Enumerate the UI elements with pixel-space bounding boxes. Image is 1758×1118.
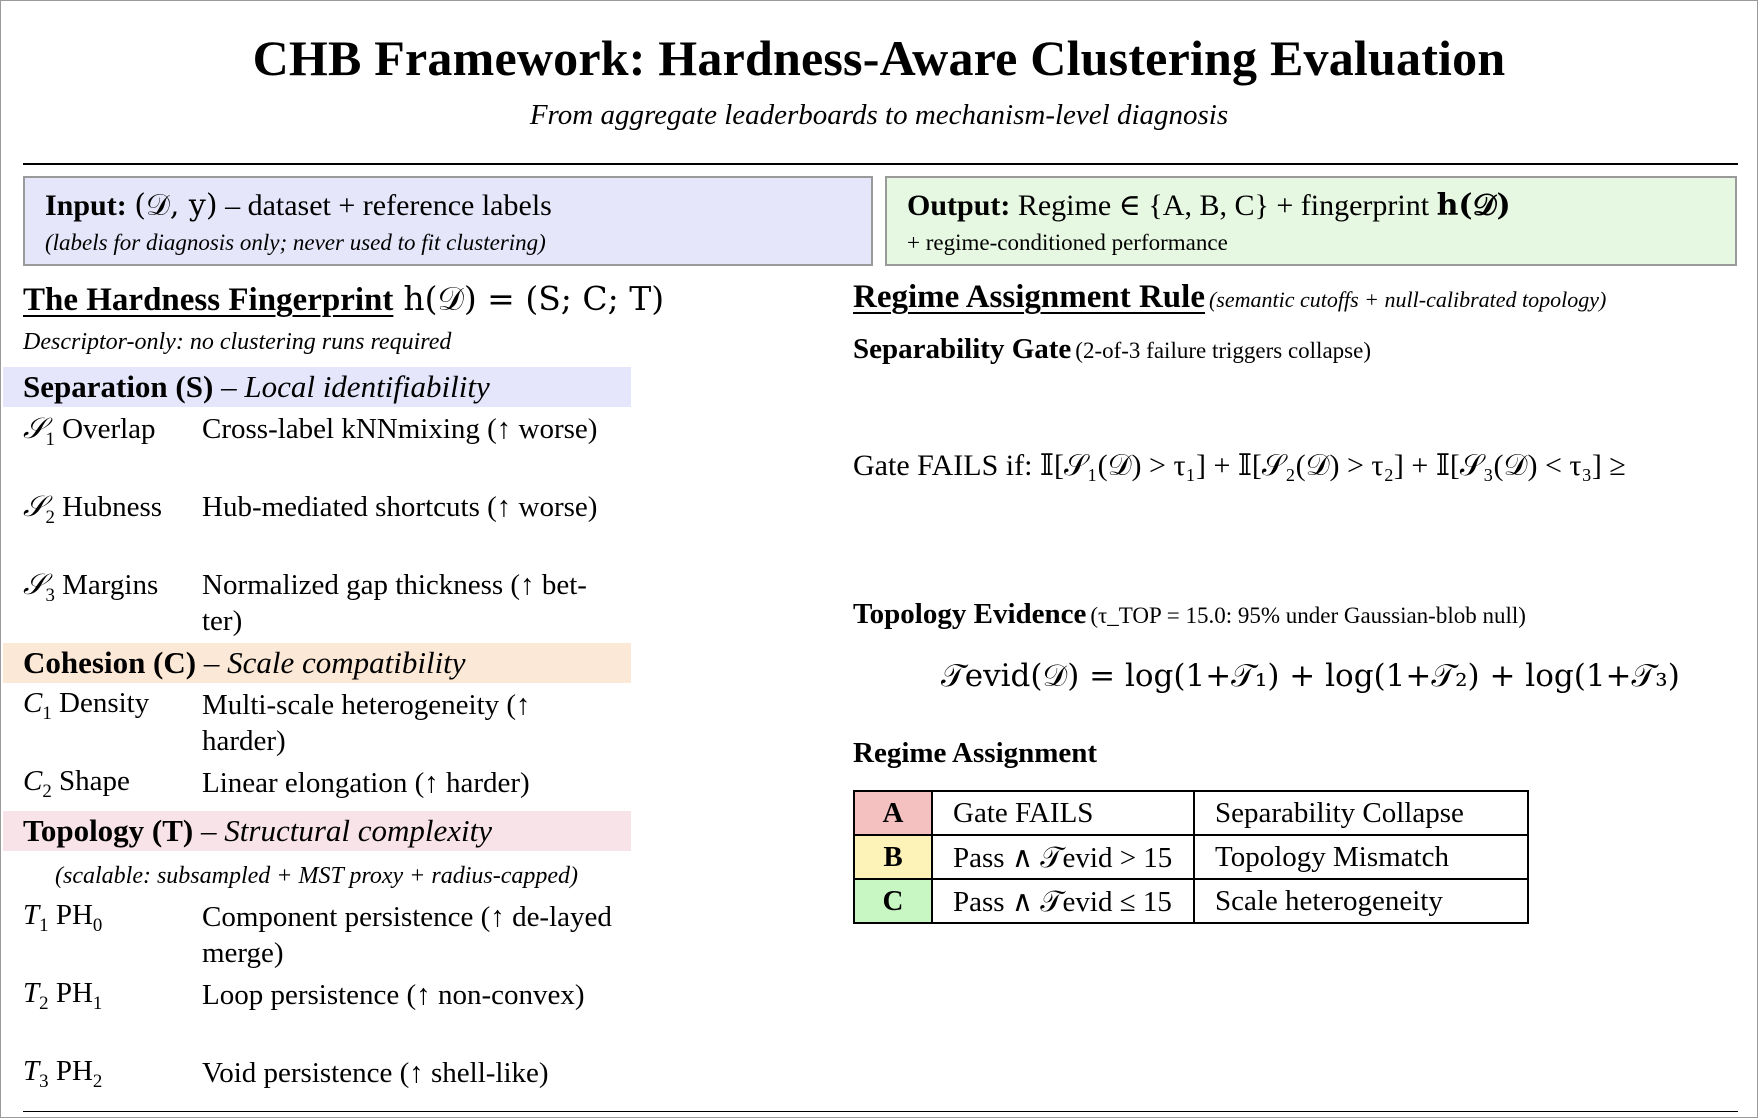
s2-name: Hubness <box>62 491 163 523</box>
input-line <box>45 188 552 223</box>
c1-symbol: C <box>23 687 43 719</box>
c1-label <box>23 687 149 725</box>
s3-label <box>23 567 158 607</box>
s1-symbol: 𝒮 <box>23 411 46 445</box>
regime-rule-title: Regime Assignment Rule <box>853 279 1205 315</box>
output-box <box>885 176 1737 266</box>
topology-evidence-note: (τ_TOP = 15.0: 95% under Gaussian-blob null) <box>1090 603 1526 628</box>
c1-sub: 1 <box>42 702 52 724</box>
c1-desc: Multi-scale heterogeneity (↑ harder) <box>202 689 531 757</box>
t1-symbol: T <box>23 899 40 931</box>
input-formula: (𝒟, y) <box>134 188 218 223</box>
output-line <box>907 188 1511 223</box>
t3-name-sub: 2 <box>92 1070 103 1092</box>
s3-desc: Normalized gap thickness (↑ bet-ter) <box>202 569 587 637</box>
t2-symbol: T <box>23 977 40 1009</box>
input-text: – dataset + reference labels <box>217 189 552 222</box>
input-note: (labels for diagnosis only; never used to fit clustering) <box>45 230 546 255</box>
output-formula: h(𝒟) <box>1436 188 1511 223</box>
topology-evidence-heading <box>853 598 1526 631</box>
gate-note: (2-of-3 failure triggers collapse) <box>1075 338 1371 363</box>
fingerprint-formula: h(𝒟) = (S; C; T) <box>403 279 665 318</box>
topology-desc: Structural complexity <box>224 813 493 848</box>
t2-label <box>23 977 102 1015</box>
t3-label <box>23 1055 102 1093</box>
separation-band <box>3 367 631 407</box>
t2-desc: Loop persistence (↑ non-convex) <box>202 979 585 1011</box>
t3-desc: Void persistence (↑ shell-like) <box>202 1057 549 1089</box>
t2-sub: 2 <box>39 992 49 1014</box>
c2-sub: 2 <box>42 780 52 802</box>
fingerprint-title: The Hardness Fingerprint <box>23 282 394 318</box>
regime-condition-b: Pass ∧ 𝒯evid > 15 <box>932 835 1194 879</box>
s1-desc: Cross-label kNNmixing (↑ worse) <box>202 413 598 445</box>
separation-desc: Local identifiability <box>244 369 490 404</box>
s2-desc: Hub-mediated shortcuts (↑ worse) <box>202 491 598 523</box>
bottom-divider <box>23 1111 1738 1112</box>
regime-condition-a: Gate FAILS <box>932 791 1194 835</box>
fingerprint-heading <box>23 279 664 319</box>
regime-condition-c: Pass ∧ 𝒯evid ≤ 15 <box>932 879 1194 923</box>
gate-heading <box>853 333 1371 366</box>
regime-row-c <box>854 879 1528 923</box>
c1-name: Density <box>59 687 150 719</box>
s1-label <box>23 411 156 451</box>
separation-name: Separation (S) <box>23 369 214 404</box>
regime-letter-a: A <box>854 791 932 835</box>
regime-row-a <box>854 791 1528 835</box>
input-label: Input: <box>45 189 127 222</box>
cohesion-name: Cohesion (C) <box>23 645 197 680</box>
regime-rule-heading <box>853 279 1606 316</box>
t3-sub: 3 <box>39 1070 49 1092</box>
top-divider <box>23 163 1738 165</box>
t1-sub: 1 <box>39 914 49 936</box>
s2-symbol: 𝒮 <box>23 489 46 523</box>
cohesion-band <box>3 643 631 683</box>
separation-heading: Separation (S) – Local identifiability <box>23 369 490 404</box>
regime-label-c: Scale heterogeneity <box>1194 879 1528 923</box>
s3-name: Margins <box>62 569 159 601</box>
topology-band <box>3 811 631 851</box>
output-text: Regime ∈ {A, B, C} + fingerprint <box>1010 189 1437 222</box>
cohesion-desc: Scale compatibility <box>227 645 466 680</box>
s2-sub: 2 <box>45 506 55 528</box>
t2-name-sub: 1 <box>92 992 103 1014</box>
regime-letter-c: C <box>854 879 932 923</box>
c2-desc: Linear elongation (↑ harder) <box>202 767 530 799</box>
topology-note: (scalable: subsampled + MST proxy + radius-capped) <box>55 863 578 889</box>
gate-formula: Gate FAILS if: 𝕀[𝒮₁(𝒟) > τ₁] + 𝕀[𝒮₂(𝒟) > τ₂] + 𝕀[𝒮₃(𝒟) < τ₃] ≥ <box>853 449 1626 482</box>
s1-name: Overlap <box>62 413 156 445</box>
gate-title: Separability Gate <box>853 333 1072 365</box>
input-box <box>23 176 873 266</box>
output-line2: + regime-conditioned performance <box>907 230 1228 255</box>
regime-assignment-title: Regime Assignment <box>853 737 1098 769</box>
regime-letter-b: B <box>854 835 932 879</box>
s1-sub: 1 <box>45 428 55 450</box>
topology-formula: 𝒯evid(𝒟) = log(1+𝒯₁) + log(1+𝒯₂) + log(1+𝒯₃) <box>941 658 1680 694</box>
figure-subtitle: From aggregate leaderboards to mechanism-level diagnosis <box>529 99 1229 131</box>
regime-rule-note: (semantic cutoffs + null-calibrated topology) <box>1208 287 1607 312</box>
t1-name: PH <box>55 899 93 931</box>
s3-symbol: 𝒮 <box>23 567 46 601</box>
topology-evidence-title: Topology Evidence <box>853 598 1087 630</box>
output-label: Output: <box>907 189 1011 222</box>
s3-sub: 3 <box>45 584 55 606</box>
regime-table <box>853 790 1529 924</box>
t3-name: PH <box>55 1055 93 1087</box>
cohesion-heading: Cohesion (C) – Scale compatibility <box>23 645 466 680</box>
t1-desc: Component persistence (↑ de-layed merge) <box>202 901 612 969</box>
t2-name: PH <box>55 977 93 1009</box>
s2-label <box>23 489 162 529</box>
topology-heading: Topology (T) – Structural complexity <box>23 813 493 848</box>
c2-symbol: C <box>23 765 43 797</box>
fingerprint-note: Descriptor-only: no clustering runs required <box>23 329 452 355</box>
t1-label <box>23 899 102 937</box>
regime-row-b <box>854 835 1528 879</box>
regime-label-a: Separability Collapse <box>1194 791 1528 835</box>
c2-name: Shape <box>59 765 130 797</box>
t1-name-sub: 0 <box>92 914 103 936</box>
c2-label <box>23 765 130 803</box>
regime-label-b: Topology Mismatch <box>1194 835 1528 879</box>
t3-symbol: T <box>23 1055 40 1087</box>
topology-name: Topology (T) <box>23 813 194 848</box>
figure-title: CHB Framework: Hardness-Aware Clustering Evaluation <box>252 30 1506 86</box>
